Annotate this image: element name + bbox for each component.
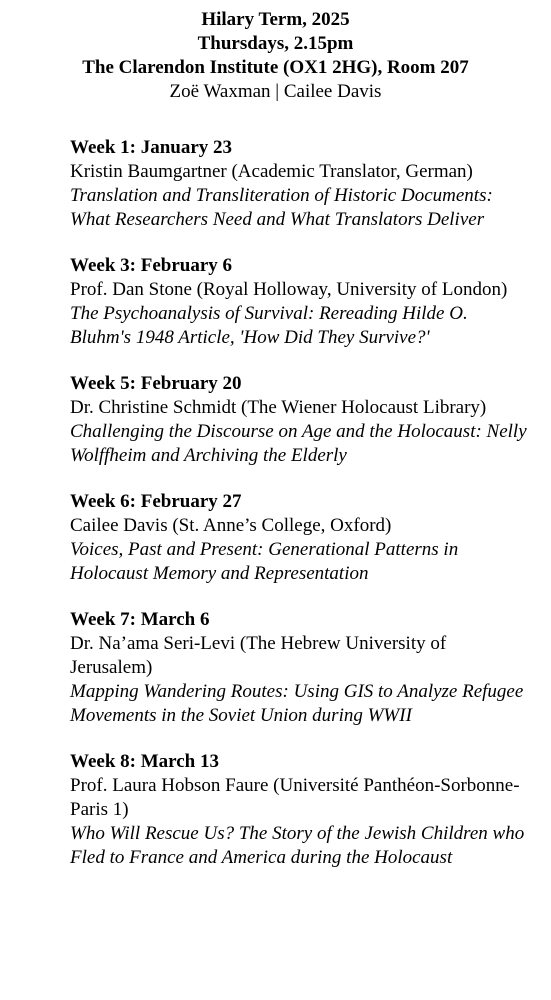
session-entry [70,254,531,350]
session-title: The Psychoanalysis of Survival: Rereading Hilde O. Bluhm's 1948 Article, 'How Did They Survive?' [70,303,468,348]
term-heading: Hilary Term, 2025 [201,9,350,30]
session-title: Mapping Wandering Routes: Using GIS to Analyze Refugee Movements in the Soviet Union during WWII [70,681,524,726]
session-title: Translation and Transliteration of Historic Documents: What Researchers Need and What Translators Deliver [70,185,493,230]
session-week: Week 1: January 23 [70,137,233,158]
session-week: Week 5: February 20 [70,373,242,394]
session-entry [70,372,531,468]
time-heading: Thursdays, 2.15pm [197,33,354,54]
venue-heading: The Clarendon Institute (OX1 2HG), Room 207 [82,57,469,78]
session-speaker: Cailee Davis (St. Anne’s College, Oxford) [70,515,392,536]
session-list [0,136,551,870]
session-speaker: Dr. Na’ama Seri-Levi (The Hebrew University of Jerusalem) [70,633,447,678]
session-entry [70,136,531,232]
session-entry [70,490,531,586]
session-entry [70,750,531,870]
session-title: Challenging the Discourse on Age and the Holocaust: Nelly Wolffheim and Archiving the Elderly [70,421,527,466]
session-week: Week 8: March 13 [70,751,219,772]
session-speaker: Dr. Christine Schmidt (The Wiener Holocaust Library) [70,397,487,418]
schedule-header [0,8,551,104]
session-speaker: Prof. Laura Hobson Faure (Université Panthéon-Sorbonne-Paris 1) [70,775,520,820]
session-week: Week 7: March 6 [70,609,210,630]
session-title: Who Will Rescue Us? The Story of the Jewish Children who Fled to France and America during the Holocaust [70,823,525,868]
session-week: Week 6: February 27 [70,491,242,512]
convenors-line: Zoë Waxman | Cailee Davis [169,81,382,102]
session-week: Week 3: February 6 [70,255,233,276]
session-title: Voices, Past and Present: Generational Patterns in Holocaust Memory and Representation [70,539,459,584]
session-speaker: Prof. Dan Stone (Royal Holloway, University of London) [70,279,508,300]
session-entry [70,608,531,728]
session-speaker: Kristin Baumgartner (Academic Translator, German) [70,161,473,182]
